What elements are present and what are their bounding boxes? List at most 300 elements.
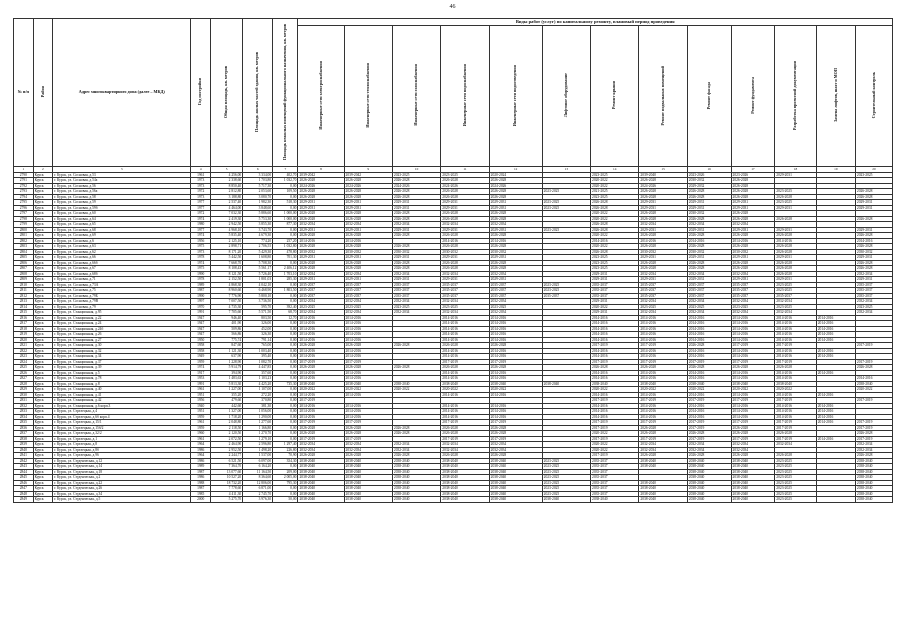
column-number-cell: 19 — [816, 167, 855, 173]
table-cell: 2023-2026 — [731, 172, 775, 178]
table-cell: 2023-2025 — [775, 469, 816, 475]
table-cell: 2038-2040 — [344, 486, 392, 492]
table-cell: 2014-2016 — [298, 337, 344, 343]
table-cell: 2038-2040 — [687, 475, 731, 481]
table-cell: 2038-2040 — [392, 469, 440, 475]
table-cell: 5 429,30 — [243, 249, 273, 255]
table-cell: 2017-2019 — [298, 359, 344, 365]
table-cell: 2017-2019 — [775, 343, 816, 349]
table-cell: 2035-2037 — [591, 464, 639, 470]
table-cell: 1989 — [191, 282, 211, 288]
table-cell: 2038-2040 — [489, 486, 542, 492]
table-cell: 2795 — [14, 200, 34, 206]
table-cell: 2014-2016 — [591, 414, 639, 420]
table-cell: Курск — [33, 359, 53, 365]
table-cell: 2823 — [14, 354, 34, 360]
table-cell: 2014-2016 — [591, 376, 639, 382]
table-cell: 2026-2028 — [298, 453, 344, 459]
table-cell: 2014-2016 — [775, 354, 816, 360]
table-cell: 2014-2016 — [489, 337, 542, 343]
table-cell: 2023-2025 — [542, 227, 590, 233]
table-cell: 1 103,23 — [243, 376, 273, 382]
table-cell: 2038-2040 — [731, 464, 775, 470]
table-cell: Курск — [33, 288, 53, 294]
table-cell: 2023-2025 — [775, 491, 816, 497]
table-cell: 2837 — [14, 431, 34, 437]
table-cell: 2029-2031 — [489, 277, 542, 283]
table-cell: 7 032,30 — [210, 211, 242, 217]
table-cell: 1958 — [191, 343, 211, 349]
table-cell: 2825 — [14, 365, 34, 371]
table-cell: 2026-2028 — [855, 431, 892, 437]
table-cell: 2038-2040 — [687, 458, 731, 464]
table-cell: 2038-2040 — [489, 497, 542, 503]
table-cell: 1972 — [191, 189, 211, 195]
table-cell: 2026-2028 — [441, 365, 489, 371]
table-cell: 2023-2025 — [542, 469, 590, 475]
table-cell: 2014-2016 — [731, 321, 775, 327]
table-cell: г. Курск, ул. Стрелецкая, д.15/1 — [53, 420, 191, 426]
table-cell: 2026-2028 — [687, 453, 731, 459]
table-cell: Курск — [33, 381, 53, 387]
table-cell: 2014-2016 — [775, 414, 816, 420]
table-cell: 2014-2016 — [298, 348, 344, 354]
table-cell: 2014-2016 — [816, 409, 855, 415]
table-cell: 2032-2034 — [489, 442, 542, 448]
table-cell: 8 108,43 — [210, 266, 242, 272]
table-cell: 2801 — [14, 233, 34, 239]
table-cell: 2014-2016 — [591, 370, 639, 376]
table-cell: 479,60 — [210, 398, 242, 404]
table-cell: 2026-2028 — [775, 453, 816, 459]
table-cell: 2017-2019 — [639, 343, 687, 349]
table-cell: 2026-2028 — [441, 216, 489, 222]
table-cell: 2026-2028 — [687, 431, 731, 437]
table-cell: 2023-2025 — [775, 200, 816, 206]
table-cell: Курск — [33, 227, 53, 233]
table-cell: 2026-2028 — [298, 211, 344, 217]
table-cell: г. Курск, ул. Студенческая, д.14 — [53, 464, 191, 470]
table-cell: 2014-2016 — [298, 403, 344, 409]
table-cell: Курск — [33, 266, 53, 272]
table-cell: 2026-2028 — [775, 249, 816, 255]
table-cell: 2017-2019 — [489, 420, 542, 426]
table-cell: 2029-2031 — [392, 205, 440, 211]
table-cell: 2017-2019 — [775, 436, 816, 442]
table-cell: 2017-2019 — [298, 398, 344, 404]
table-cell: 0,00 — [273, 299, 298, 305]
table-cell: 2026-2028 — [639, 189, 687, 195]
table-cell: 2029-2031 — [591, 299, 639, 305]
table-cell: 2026-2028 — [392, 260, 440, 266]
table-cell: г. Курск, ул. Сосновая, д.6 — [53, 238, 191, 244]
table-body — [14, 172, 893, 502]
table-cell: 2026-2028 — [639, 260, 687, 266]
table-cell: 2017-2019 — [731, 398, 775, 404]
table-cell: г. Курск, ул. Сосновая, д.73А — [53, 282, 191, 288]
table-cell: г. Курск, ул. Сосновая, д.60 — [53, 211, 191, 217]
table-cell: Курск — [33, 414, 53, 420]
table-cell: 2026-2028 — [687, 343, 731, 349]
table-cell: 2 745,70 — [243, 491, 273, 497]
table-cell: 2014-2016 — [298, 321, 344, 327]
table-cell: 2029-2031 — [344, 227, 392, 233]
table-cell: 0,00 — [273, 376, 298, 382]
table-cell: 2014-2016 — [687, 337, 731, 343]
table-cell: 2032-2034 — [775, 442, 816, 448]
table-cell: 2038-2040 — [344, 458, 392, 464]
table-cell: 2038-2040 — [731, 458, 775, 464]
table-cell: 2035-2037 — [775, 293, 816, 299]
table-cell: 2026-2028 — [639, 211, 687, 217]
table-cell: 2038-2040 — [731, 480, 775, 486]
table-cell: 2014-2016 — [298, 332, 344, 338]
table-cell: 2038-2040 — [441, 486, 489, 492]
table-cell: 2017-2019 — [775, 359, 816, 365]
table-cell: 2026-2028 — [298, 425, 344, 431]
table-cell: 12,70 — [273, 315, 298, 321]
table-cell: Курск — [33, 376, 53, 382]
table-cell: 2032-2034 — [855, 299, 892, 305]
table-cell: 2038-2040 — [441, 458, 489, 464]
table-cell: 2020-2024 — [489, 172, 542, 178]
table-cell: Курск — [33, 453, 53, 459]
table-cell: 2026-2028 — [855, 194, 892, 200]
table-cell: г. Курск, ул. Станционная, д.8 — [53, 381, 191, 387]
table-cell: 2023-2025 — [775, 497, 816, 503]
table-cell: 2014-2016 — [489, 354, 542, 360]
table-cell: 2811 — [14, 288, 34, 294]
table-cell: 2032-2034 — [775, 299, 816, 305]
table-cell: 2014-2016 — [731, 403, 775, 409]
table-cell: 2014-2016 — [775, 392, 816, 398]
table-cell: г. Курск, ул. Станционная, д.24 — [53, 321, 191, 327]
table-cell: Курск — [33, 409, 53, 415]
table-cell: 2020-2022 — [775, 387, 816, 393]
table-cell: 2014-2016 — [591, 238, 639, 244]
table-cell: 2017-2019 — [344, 420, 392, 426]
table-cell: 2026-2028 — [392, 178, 440, 184]
table-cell: г. Курск, ул. Сосновая, д.64 — [53, 216, 191, 222]
table-cell: 2026-2028 — [775, 233, 816, 239]
table-cell: 1 608,80 — [243, 255, 273, 261]
table-cell: 272,20 — [243, 392, 273, 398]
table-cell: 2026-2028 — [489, 425, 542, 431]
table-cell: 7 705,60 — [210, 310, 242, 316]
table-cell: Курск — [33, 337, 53, 343]
table-cell: 2017-2019 — [344, 359, 392, 365]
table-cell: 2808 — [14, 271, 34, 277]
table-cell: 1950 — [191, 337, 211, 343]
table-cell: 2026-2028 — [687, 266, 731, 272]
table-cell: 2038-2040 — [441, 475, 489, 481]
table-cell: 2023-2025 — [489, 304, 542, 310]
table-cell: 2032-2034 — [855, 271, 892, 277]
table-cell: 2032-2034 — [489, 310, 542, 316]
table-cell: 2035-2037 — [591, 491, 639, 497]
table-cell: 2024-2026 — [441, 183, 489, 189]
table-cell: 774,20 — [243, 238, 273, 244]
table-cell: 2026-2028 — [344, 211, 392, 217]
table-cell: 3 080,70 — [243, 194, 273, 200]
table-cell: 2026-2028 — [731, 266, 775, 272]
table-cell: 2026-2028 — [298, 343, 344, 349]
table-cell: 1 498,20 — [243, 447, 273, 453]
table-cell: 2038-2040 — [392, 475, 440, 481]
table-cell: 2039-2040 — [639, 172, 687, 178]
table-cell: 2834 — [14, 414, 34, 420]
table-cell: г. Курск, ул. Станционная, д.26 — [53, 332, 191, 338]
table-cell: 2029-2031 — [441, 227, 489, 233]
table-cell: 2038-2040 — [687, 469, 731, 475]
table-cell: 0,00 — [273, 403, 298, 409]
table-cell: г. Курск, ул. Станционная, д.30 — [53, 343, 191, 349]
table-cell: 2017-2019 — [591, 420, 639, 426]
table-cell: 2023-2025 — [392, 304, 440, 310]
column-number-cell: 3 — [53, 167, 191, 173]
table-cell: 1961 — [191, 420, 211, 426]
table-cell: Курск — [33, 200, 53, 206]
table-cell: 2038-2040 — [441, 480, 489, 486]
header-cell: Район — [33, 19, 53, 167]
table-cell: Курск — [33, 299, 53, 305]
header-cell: Инженерные сети водоснабжения — [441, 26, 489, 167]
table-cell: Курск — [33, 189, 53, 195]
table-cell: 2014-2016 — [639, 348, 687, 354]
column-number-cell: 18 — [775, 167, 816, 173]
table-cell: 2038-2040 — [855, 480, 892, 486]
table-cell: 2035-2037 — [392, 282, 440, 288]
table-cell: 2026-2028 — [441, 266, 489, 272]
table-cell: 2017-2019 — [591, 425, 639, 431]
table-cell: 2014-2016 — [344, 409, 392, 415]
table-cell: 2029-2031 — [441, 200, 489, 206]
table-cell: 2032-2034 — [687, 310, 731, 316]
table-cell: 2023-2025 — [775, 288, 816, 294]
table-cell: г. Курск, ул. Стрелецкая, д.96 — [53, 453, 191, 459]
table-cell: г. Курск, ул. Станционная, д.37 — [53, 359, 191, 365]
column-number-cell: 16 — [687, 167, 731, 173]
table-cell: г. Курск, ул. Сосновая, д.62 — [53, 249, 191, 255]
table-cell: 0,00 — [273, 337, 298, 343]
table-cell: 2 338,60 — [210, 178, 242, 184]
table-cell: 1961 — [191, 387, 211, 393]
table-cell: 2035-2037 — [687, 282, 731, 288]
table-cell: г. Курск, ул. Сосновая, д.54а — [53, 178, 191, 184]
table-cell: 2 048,80 — [210, 420, 242, 426]
table-cell: 2830 — [14, 392, 34, 398]
header-cell: Год постройки — [191, 19, 211, 167]
table-cell: 2026-2028 — [344, 431, 392, 437]
table-cell: 2026-2028 — [344, 365, 392, 371]
table-cell: 2026-2028 — [855, 453, 892, 459]
table-cell: 2032-2034 — [731, 310, 775, 316]
table-cell: 2020-2022 — [855, 387, 892, 393]
table-cell: 2014-2016 — [591, 392, 639, 398]
table-cell: 8 960,60 — [210, 288, 242, 294]
table-cell: 2024-2026 — [639, 183, 687, 189]
table-cell: 2032-2034 — [392, 299, 440, 305]
table-cell: 2014-2016 — [441, 315, 489, 321]
table-cell: 2017-2019 — [591, 343, 639, 349]
table-cell: 2846 — [14, 480, 34, 486]
table-cell: 2026-2028 — [639, 365, 687, 371]
table-cell: 2819 — [14, 332, 34, 338]
table-cell: 2029-2031 — [298, 277, 344, 283]
table-cell: 1947 — [191, 321, 211, 327]
table-cell: 2032-2034 — [639, 299, 687, 305]
table-cell: 2810 — [14, 282, 34, 288]
table-cell: 2026-2028 — [639, 194, 687, 200]
table-cell: 2038-2040 — [639, 480, 687, 486]
table-cell: 2026-2028 — [855, 216, 892, 222]
table-cell: 3 743,70 — [243, 227, 273, 233]
table-cell: Курск — [33, 183, 53, 189]
table-cell: 2014-2016 — [816, 337, 855, 343]
table-cell: 2014-2016 — [489, 315, 542, 321]
table-cell: 1 703,80 — [243, 178, 273, 184]
table-row — [14, 497, 893, 503]
table-cell: 2014-2016 — [591, 348, 639, 354]
table-cell: 2029-2031 — [298, 227, 344, 233]
table-cell: 4 425,20 — [243, 381, 273, 387]
table-cell: 209,00 — [273, 469, 298, 475]
table-cell: 2032-2034 — [731, 442, 775, 448]
table-cell: 2023-2025 — [542, 205, 590, 211]
table-cell: 2023-2025 — [542, 480, 590, 486]
table-cell: 2029-2031 — [392, 200, 440, 206]
table-cell: 2014-2016 — [344, 315, 392, 321]
table-cell: 2017-2019 — [687, 420, 731, 426]
table-cell: 2035-2037 — [392, 288, 440, 294]
table-cell: 2014-2016 — [816, 315, 855, 321]
table-cell: 2023-2025 — [591, 266, 639, 272]
table-cell: 2035-2037 — [489, 282, 542, 288]
table-cell: 4 735,30 — [210, 304, 242, 310]
table-cell: 2020-2022 — [591, 447, 639, 453]
table-cell: 2032-2034 — [392, 271, 440, 277]
table-cell: 2029-2031 — [344, 205, 392, 211]
table-cell: 2014-2016 — [639, 337, 687, 343]
table-cell: 2026-2028 — [731, 183, 775, 189]
table-cell: Курск — [33, 464, 53, 470]
table-cell: Курск — [33, 442, 53, 448]
table-cell: 2038-2040 — [687, 480, 731, 486]
table-cell: 2026-2028 — [639, 431, 687, 437]
table-cell: 2014-2016 — [298, 414, 344, 420]
table-cell: 0,00 — [273, 233, 298, 239]
table-cell: 2032-2034 — [639, 222, 687, 228]
table-cell: 2017-2019 — [591, 359, 639, 365]
table-cell: 2014-2016 — [344, 414, 392, 420]
table-cell: 2026-2028 — [639, 244, 687, 250]
table-cell: 4 042,10 — [243, 282, 273, 288]
table-cell: 2026-2028 — [298, 260, 344, 266]
table-cell: 2038-2040 — [441, 464, 489, 470]
table-cell: 2035-2037 — [591, 288, 639, 294]
table-cell: 0,00 — [273, 370, 298, 376]
table-cell: 2035-2037 — [855, 288, 892, 294]
table-cell: 2038-2040 — [855, 491, 892, 497]
table-cell: г. Курск, ул. Студенческая, д.34 — [53, 491, 191, 497]
table-cell: 2030-2032 — [687, 211, 731, 217]
table-cell: 2035-2037 — [441, 288, 489, 294]
table-cell: 2026-2028 — [298, 244, 344, 250]
table-cell: 3 334,00 — [243, 172, 273, 178]
table-cell: 2029-2031 — [687, 255, 731, 261]
table-cell: 2849 — [14, 497, 34, 503]
table-cell: 2038-2040 — [775, 381, 816, 387]
table-cell: 2026-2028 — [731, 211, 775, 217]
table-cell: 2026-2028 — [392, 365, 440, 371]
table-cell: 1973 — [191, 183, 211, 189]
header-cell: № п/п — [14, 19, 34, 167]
table-cell: 2026-2028 — [441, 233, 489, 239]
table-cell: 2029-2031 — [344, 255, 392, 261]
table-cell: 2035-2037 — [344, 282, 392, 288]
table-cell: 2026-2028 — [855, 266, 892, 272]
table-cell: 2038-2040 — [687, 497, 731, 503]
table-cell: 2035-2037 — [298, 282, 344, 288]
table-cell: 2816 — [14, 315, 34, 321]
table-cell: 2026-2028 — [687, 194, 731, 200]
table-cell: 2035-2037 — [731, 282, 775, 288]
table-cell: 2014-2016 — [344, 326, 392, 332]
table-cell: 2026-2028 — [344, 260, 392, 266]
table-cell: 2038-2040 — [731, 497, 775, 503]
table-cell: 2023-2025 — [344, 304, 392, 310]
table-cell: 1961 — [191, 172, 211, 178]
capital-repair-table-sheet — [13, 18, 893, 503]
table-cell: 2032-2034 — [344, 442, 392, 448]
table-cell: 2029-2031 — [441, 277, 489, 283]
table-cell: 370,80 — [243, 398, 273, 404]
table-cell: 2014-2016 — [441, 354, 489, 360]
table-cell: 1 277,60 — [243, 420, 273, 426]
table-cell: 2017-2019 — [489, 359, 542, 365]
table-cell: 2029-2032 — [687, 183, 731, 189]
table-cell: 5 561,17 — [243, 266, 273, 272]
table-cell: 1947 — [191, 326, 211, 332]
header-cell: Инженерные сети газоснабжения — [392, 26, 440, 167]
table-cell: 2035-2037 — [344, 293, 392, 299]
table-cell: 2023-2025 — [731, 304, 775, 310]
table-cell: 1988 — [191, 480, 211, 486]
table-cell: 2026-2028 — [591, 227, 639, 233]
table-cell: г. Курск, ул. Сосновая, д.59 — [53, 200, 191, 206]
table-cell: 2038-2040 — [731, 469, 775, 475]
table-cell: 2014-2016 — [344, 348, 392, 354]
table-cell: 2026-2028 — [344, 189, 392, 195]
header-cell: Инженерные сети электроснабжения — [298, 26, 344, 167]
table-cell: 2014-2016 — [731, 337, 775, 343]
table-cell: 2017-2019 — [441, 436, 489, 442]
table-cell: 2026-2028 — [775, 431, 816, 437]
table-cell: 2038-2040 — [489, 475, 542, 481]
table-cell: Курск — [33, 431, 53, 437]
table-cell: Курск — [33, 315, 53, 321]
table-cell: 2014-2016 — [731, 238, 775, 244]
table-cell: 5 800,10 — [243, 293, 273, 299]
table-cell: 2026-2028 — [489, 431, 542, 437]
table-cell: 2023-2025 — [639, 304, 687, 310]
table-cell: Курск — [33, 244, 53, 250]
table-cell: 2038-2040 — [855, 464, 892, 470]
table-cell: 2030-2032 — [639, 249, 687, 255]
table-cell: 2029-2031 — [639, 200, 687, 206]
table-cell: 2032-2034 — [298, 442, 344, 448]
table-cell: 2821 — [14, 343, 34, 349]
